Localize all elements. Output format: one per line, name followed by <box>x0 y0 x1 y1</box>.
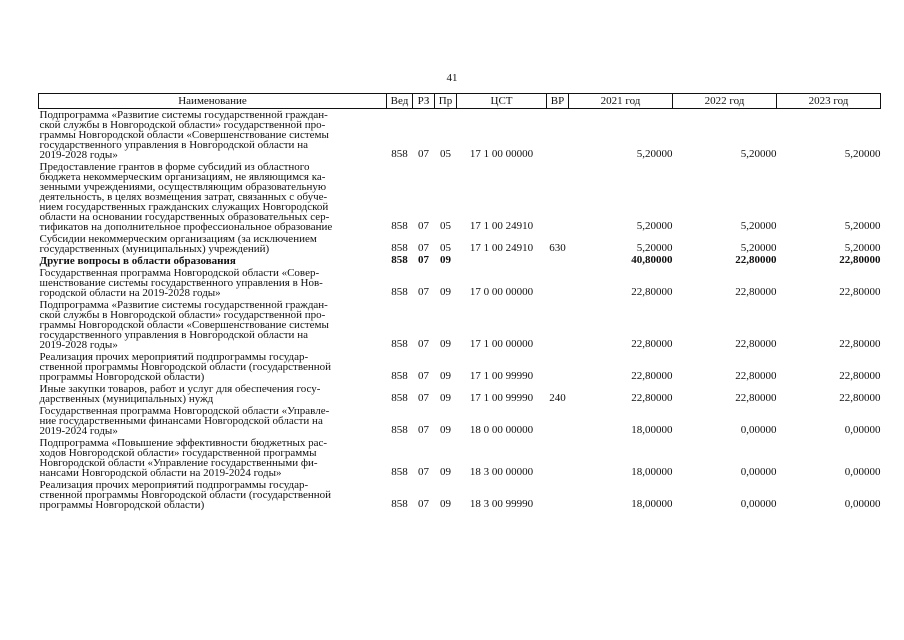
cell-vr: 630 <box>549 242 566 254</box>
header-2023: 2023 год <box>777 94 881 109</box>
cell-2023: 5,20000 <box>844 148 881 160</box>
name-line: ние государственными финансами Новгородской области на <box>39 415 323 427</box>
cell-pr: 09 <box>440 338 451 350</box>
name-line: государственного управления в Новгородской области на <box>39 139 308 151</box>
cell-vr <box>547 479 569 511</box>
name-line: Государственная программа Новгородской области «Совер- <box>39 267 320 279</box>
name-line: Реализация прочих мероприятий подпрограммы государ- <box>39 351 309 363</box>
budget-table <box>38 93 881 511</box>
header-cst: ЦСТ <box>457 94 547 109</box>
cell-2022: 22,80000 <box>735 338 777 350</box>
name-line: зенными учреждениями, осуществляющим образовательную <box>39 181 327 193</box>
cell-2022: 0,00000 <box>740 466 777 478</box>
table-row <box>39 255 881 267</box>
cell-cst: 17 1 00 24910 <box>469 242 534 254</box>
cell-rz: 07 <box>418 338 429 350</box>
cell-vr <box>547 109 569 162</box>
cell-name <box>39 161 387 233</box>
name-line: Подпрограмма «Развитие системы государственной граждан- <box>39 109 328 121</box>
name-line: области на основании государственных образовательных сер- <box>39 211 330 223</box>
cell-2021: 40,80000 <box>631 254 673 266</box>
cell-vr <box>547 161 569 233</box>
cell-2021: 5,20000 <box>636 242 673 254</box>
table-body <box>39 109 881 512</box>
cell-ved: 858 <box>391 370 408 382</box>
cell-cst: 17 1 00 24910 <box>469 220 534 232</box>
header-rz: РЗ <box>413 94 435 109</box>
cell-2021: 18,00000 <box>631 466 673 478</box>
cell-name <box>39 255 387 267</box>
cell-ved: 858 <box>391 254 408 266</box>
table-row <box>39 383 881 405</box>
cell-pr: 09 <box>440 254 451 266</box>
name-line: ственной программы Новгородской области (государственной <box>39 361 331 373</box>
name-line: тификатов на дополнительное профессиональное образование <box>39 221 333 233</box>
cell-vr <box>547 437 569 479</box>
table-row <box>39 351 881 383</box>
cell-name <box>39 437 387 479</box>
table-row <box>39 479 881 511</box>
cell-ved: 858 <box>391 338 408 350</box>
page-number: 41 <box>446 72 458 84</box>
cell-2022: 0,00000 <box>740 424 777 436</box>
name-line: Предоставление грантов в форме субсидий из областного <box>39 161 310 173</box>
cell-ved: 858 <box>391 286 408 298</box>
name-line: ходов Новгородской области» государственной программы <box>39 447 317 459</box>
cell-pr: 05 <box>440 148 451 160</box>
cell-rz: 07 <box>418 498 429 510</box>
name-line: ственной программы Новгородской области (государственной <box>39 489 331 501</box>
cell-name <box>39 267 387 299</box>
cell-2022: 5,20000 <box>740 242 777 254</box>
cell-rz: 07 <box>418 424 429 436</box>
name-line: Иные закупки товаров, работ и услуг для обеспечения госу- <box>39 383 321 395</box>
table-row <box>39 299 881 351</box>
cell-2022: 22,80000 <box>735 392 777 404</box>
name-line: нием государственных гражданских служащих Новгородской <box>39 201 329 213</box>
cell-ved: 858 <box>391 466 408 478</box>
cell-ved: 858 <box>391 424 408 436</box>
name-line: дарственных (муниципальных) нужд <box>39 393 214 405</box>
cell-rz: 07 <box>418 254 429 266</box>
name-line: шенствование системы государственного управления в Нов- <box>39 277 323 289</box>
header-pr: Пр <box>435 94 457 109</box>
cell-name <box>39 233 387 255</box>
name-line: Подпрограмма «Повышение эффективности бюджетных рас- <box>39 437 328 449</box>
cell-vr <box>547 299 569 351</box>
name-line: 2019-2028 годы» <box>39 149 118 161</box>
cell-2021: 22,80000 <box>631 338 673 350</box>
cell-2023: 22,80000 <box>839 392 881 404</box>
table-row <box>39 233 881 255</box>
cell-vr <box>547 267 569 299</box>
table-row <box>39 267 881 299</box>
cell-name <box>39 299 387 351</box>
cell-rz: 07 <box>418 148 429 160</box>
table-row <box>39 437 881 479</box>
cell-ved: 858 <box>391 242 408 254</box>
cell-cst: 17 1 00 99990 <box>469 370 534 382</box>
name-line: ской службы в Новгородской области» государственной про- <box>39 309 326 321</box>
name-line: государственного управления в Новгородской области на <box>39 329 308 341</box>
name-line: Государственная программа Новгородской области «Управле- <box>39 405 330 417</box>
cell-2022: 5,20000 <box>740 220 777 232</box>
name-line: Новгородской области «Управление государственными фи- <box>39 457 318 469</box>
cell-2022: 22,80000 <box>735 254 777 266</box>
cell-2021: 22,80000 <box>631 286 673 298</box>
name-line: Подпрограмма «Развитие системы государственной граждан- <box>39 299 328 311</box>
cell-ved: 858 <box>391 498 408 510</box>
name-line: граммы Новгородской области «Совершенствование системы <box>39 319 329 331</box>
cell-name <box>39 405 387 437</box>
cell-cst: 17 1 00 00000 <box>469 148 534 160</box>
cell-name <box>39 351 387 383</box>
cell-cst: 18 3 00 00000 <box>469 466 534 478</box>
cell-rz: 07 <box>418 286 429 298</box>
header-2022: 2022 год <box>673 94 777 109</box>
cell-ved: 858 <box>391 392 408 404</box>
cell-2023: 5,20000 <box>844 242 881 254</box>
header-vr: ВР <box>547 94 569 109</box>
cell-rz: 07 <box>418 466 429 478</box>
cell-cst: 18 0 00 00000 <box>469 424 534 436</box>
cell-pr: 09 <box>440 498 451 510</box>
cell-cst: 18 3 00 99990 <box>469 498 534 510</box>
name-line: 2019-2024 годы» <box>39 425 118 437</box>
name-line: программы Новгородской области) <box>39 371 205 383</box>
header-2021: 2021 год <box>569 94 673 109</box>
cell-cst: 17 1 00 99990 <box>469 392 534 404</box>
cell-rz: 07 <box>418 220 429 232</box>
cell-2023: 22,80000 <box>839 338 881 350</box>
cell-rz: 07 <box>418 242 429 254</box>
table-row <box>39 405 881 437</box>
cell-pr: 09 <box>440 466 451 478</box>
name-line: Субсидии некоммерческим организациям (за исключением <box>39 233 317 245</box>
name-line: городской области на 2019-2028 годы» <box>39 287 221 299</box>
cell-name <box>39 383 387 405</box>
cell-name <box>39 109 387 162</box>
cell-name <box>39 479 387 511</box>
name-line: ской службы в Новгородской области» государственной про- <box>39 119 326 131</box>
cell-2021: 18,00000 <box>631 498 673 510</box>
cell-2021: 5,20000 <box>636 148 673 160</box>
cell-rz: 07 <box>418 392 429 404</box>
cell-2021: 18,00000 <box>631 424 673 436</box>
cell-cst: 17 0 00 00000 <box>469 286 534 298</box>
cell-2021: 5,20000 <box>636 220 673 232</box>
name-line: граммы Новгородской области «Совершенствование системы <box>39 129 329 141</box>
cell-vr <box>547 351 569 383</box>
name-line: деятельность, в целях возмещения затрат, связанных с обуче- <box>39 191 328 203</box>
cell-2023: 5,20000 <box>844 220 881 232</box>
name-line: Реализация прочих мероприятий подпрограммы государ- <box>39 479 309 491</box>
cell-cst <box>457 255 547 267</box>
name-line: государственных (муниципальных) учреждений) <box>39 243 270 255</box>
name-line: Другие вопросы в области образования <box>39 255 236 267</box>
cell-2021: 22,80000 <box>631 392 673 404</box>
cell-2023: 22,80000 <box>839 254 881 266</box>
cell-pr: 09 <box>440 286 451 298</box>
name-line: бюджета некоммерческим организациям, не являющимся ка- <box>39 171 326 183</box>
cell-2022: 5,20000 <box>740 148 777 160</box>
cell-pr: 05 <box>440 220 451 232</box>
cell-ved: 858 <box>391 220 408 232</box>
name-line: программы Новгородской области) <box>39 499 205 511</box>
cell-vr: 240 <box>549 392 566 404</box>
cell-pr: 09 <box>440 392 451 404</box>
name-line: нансами Новгородской области на 2019-2024 годы» <box>39 467 282 479</box>
cell-vr <box>547 405 569 437</box>
table-row <box>39 109 881 162</box>
cell-2023: 0,00000 <box>844 498 881 510</box>
header-ved: Вед <box>387 94 413 109</box>
cell-2023: 22,80000 <box>839 286 881 298</box>
cell-pr: 05 <box>440 242 451 254</box>
name-line: 2019-2028 годы» <box>39 339 118 351</box>
header-row <box>39 94 881 109</box>
header-name: Наименование <box>39 94 387 109</box>
cell-2023: 22,80000 <box>839 370 881 382</box>
cell-2022: 22,80000 <box>735 370 777 382</box>
cell-2022: 0,00000 <box>740 498 777 510</box>
cell-2022: 22,80000 <box>735 286 777 298</box>
cell-rz: 07 <box>418 370 429 382</box>
cell-pr: 09 <box>440 370 451 382</box>
cell-vr <box>547 255 569 267</box>
cell-2023: 0,00000 <box>844 424 881 436</box>
cell-ved: 858 <box>391 148 408 160</box>
cell-2021: 22,80000 <box>631 370 673 382</box>
cell-2023: 0,00000 <box>844 466 881 478</box>
cell-pr: 09 <box>440 424 451 436</box>
table-row <box>39 161 881 233</box>
cell-cst: 17 1 00 00000 <box>469 338 534 350</box>
